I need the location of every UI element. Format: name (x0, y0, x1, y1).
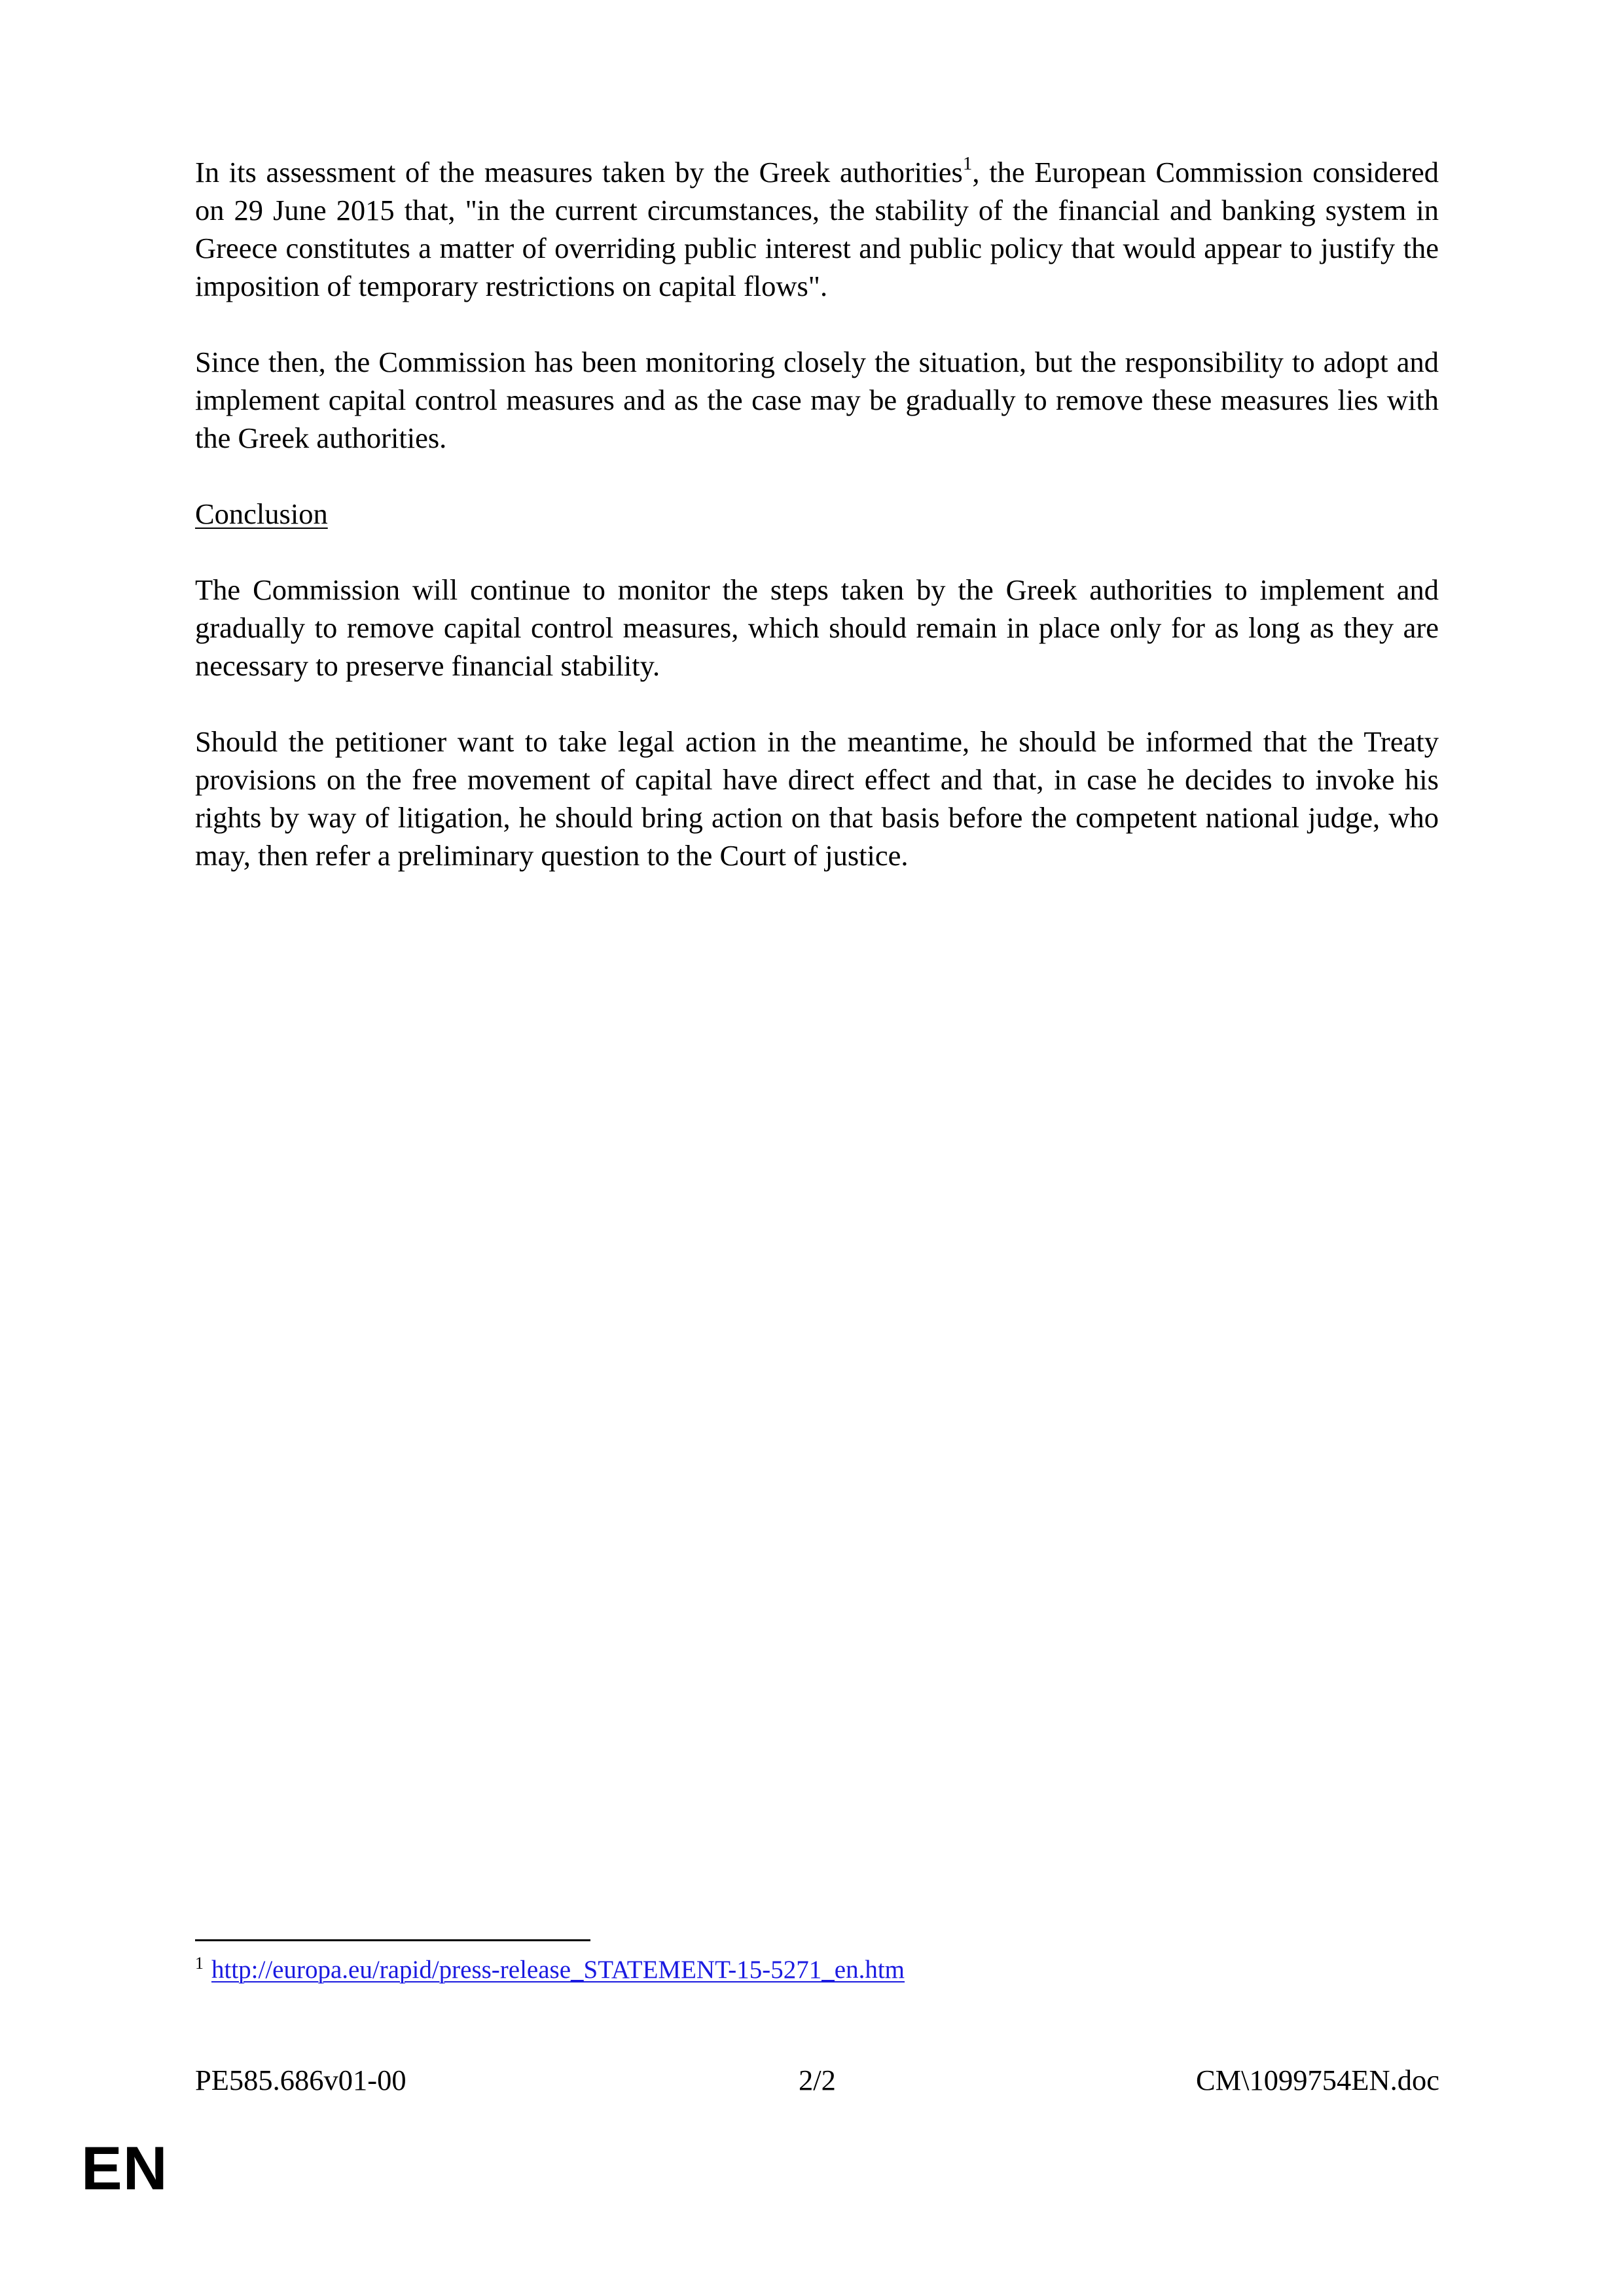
footnote-reference[interactable]: 1 (962, 153, 973, 175)
paragraph-legal-action: Should the petitioner want to take legal action in the meantime, he should be informed that the Treaty provisions on the free movement of capital have direct effect and that, in case he decides to invoke his rights by way of litigation, he should bring action on that basis before the competent national judge, who may, then refer a preliminary question to the Court of justice. (195, 725, 1439, 872)
language-badge: EN (81, 2134, 168, 2202)
document-body (195, 153, 1439, 912)
footer-page-number: 2/2 (799, 2064, 836, 2096)
footnote-mark: 1 (195, 1954, 204, 1973)
footer-reference: PE585.686v01-00 (195, 2064, 406, 2096)
paragraph-conclusion: The Commission will continue to monitor the steps taken by the Greek authorities to implement and gradually to remove capital control measures, which should remain in place only for as long as they are necessary to preserve financial stability. (195, 573, 1439, 682)
footer-filename: CM\1099754EN.doc (1195, 2064, 1439, 2096)
footnote-link[interactable]: http://europa.eu/rapid/press-release_STATEMENT-15-5271_en.htm (211, 1956, 905, 1984)
paragraph-assessment-text-start: In its assessment of the measures taken by the Greek authorities (195, 156, 963, 188)
footnote (195, 1954, 905, 1988)
paragraph-assessment-text-end: , the European Commission considered on 29 June 2015 that, "in the current circumstances, the stability of the financial and banking system in Greece constitutes a matter of overriding public interest and public policy that would appear to justify the imposition of temporary restrictions on capital flows". (195, 156, 1439, 302)
paragraph-assessment (195, 153, 1439, 305)
paragraph-monitoring: Since then, the Commission has been monitoring closely the situation, but the responsibility to adopt and implement capital control measures and as the case may be gradually to remove these measures lies with the Greek authorities. (195, 346, 1439, 454)
section-heading-conclusion: Conclusion (195, 497, 328, 530)
footnote-separator (195, 1939, 590, 1941)
